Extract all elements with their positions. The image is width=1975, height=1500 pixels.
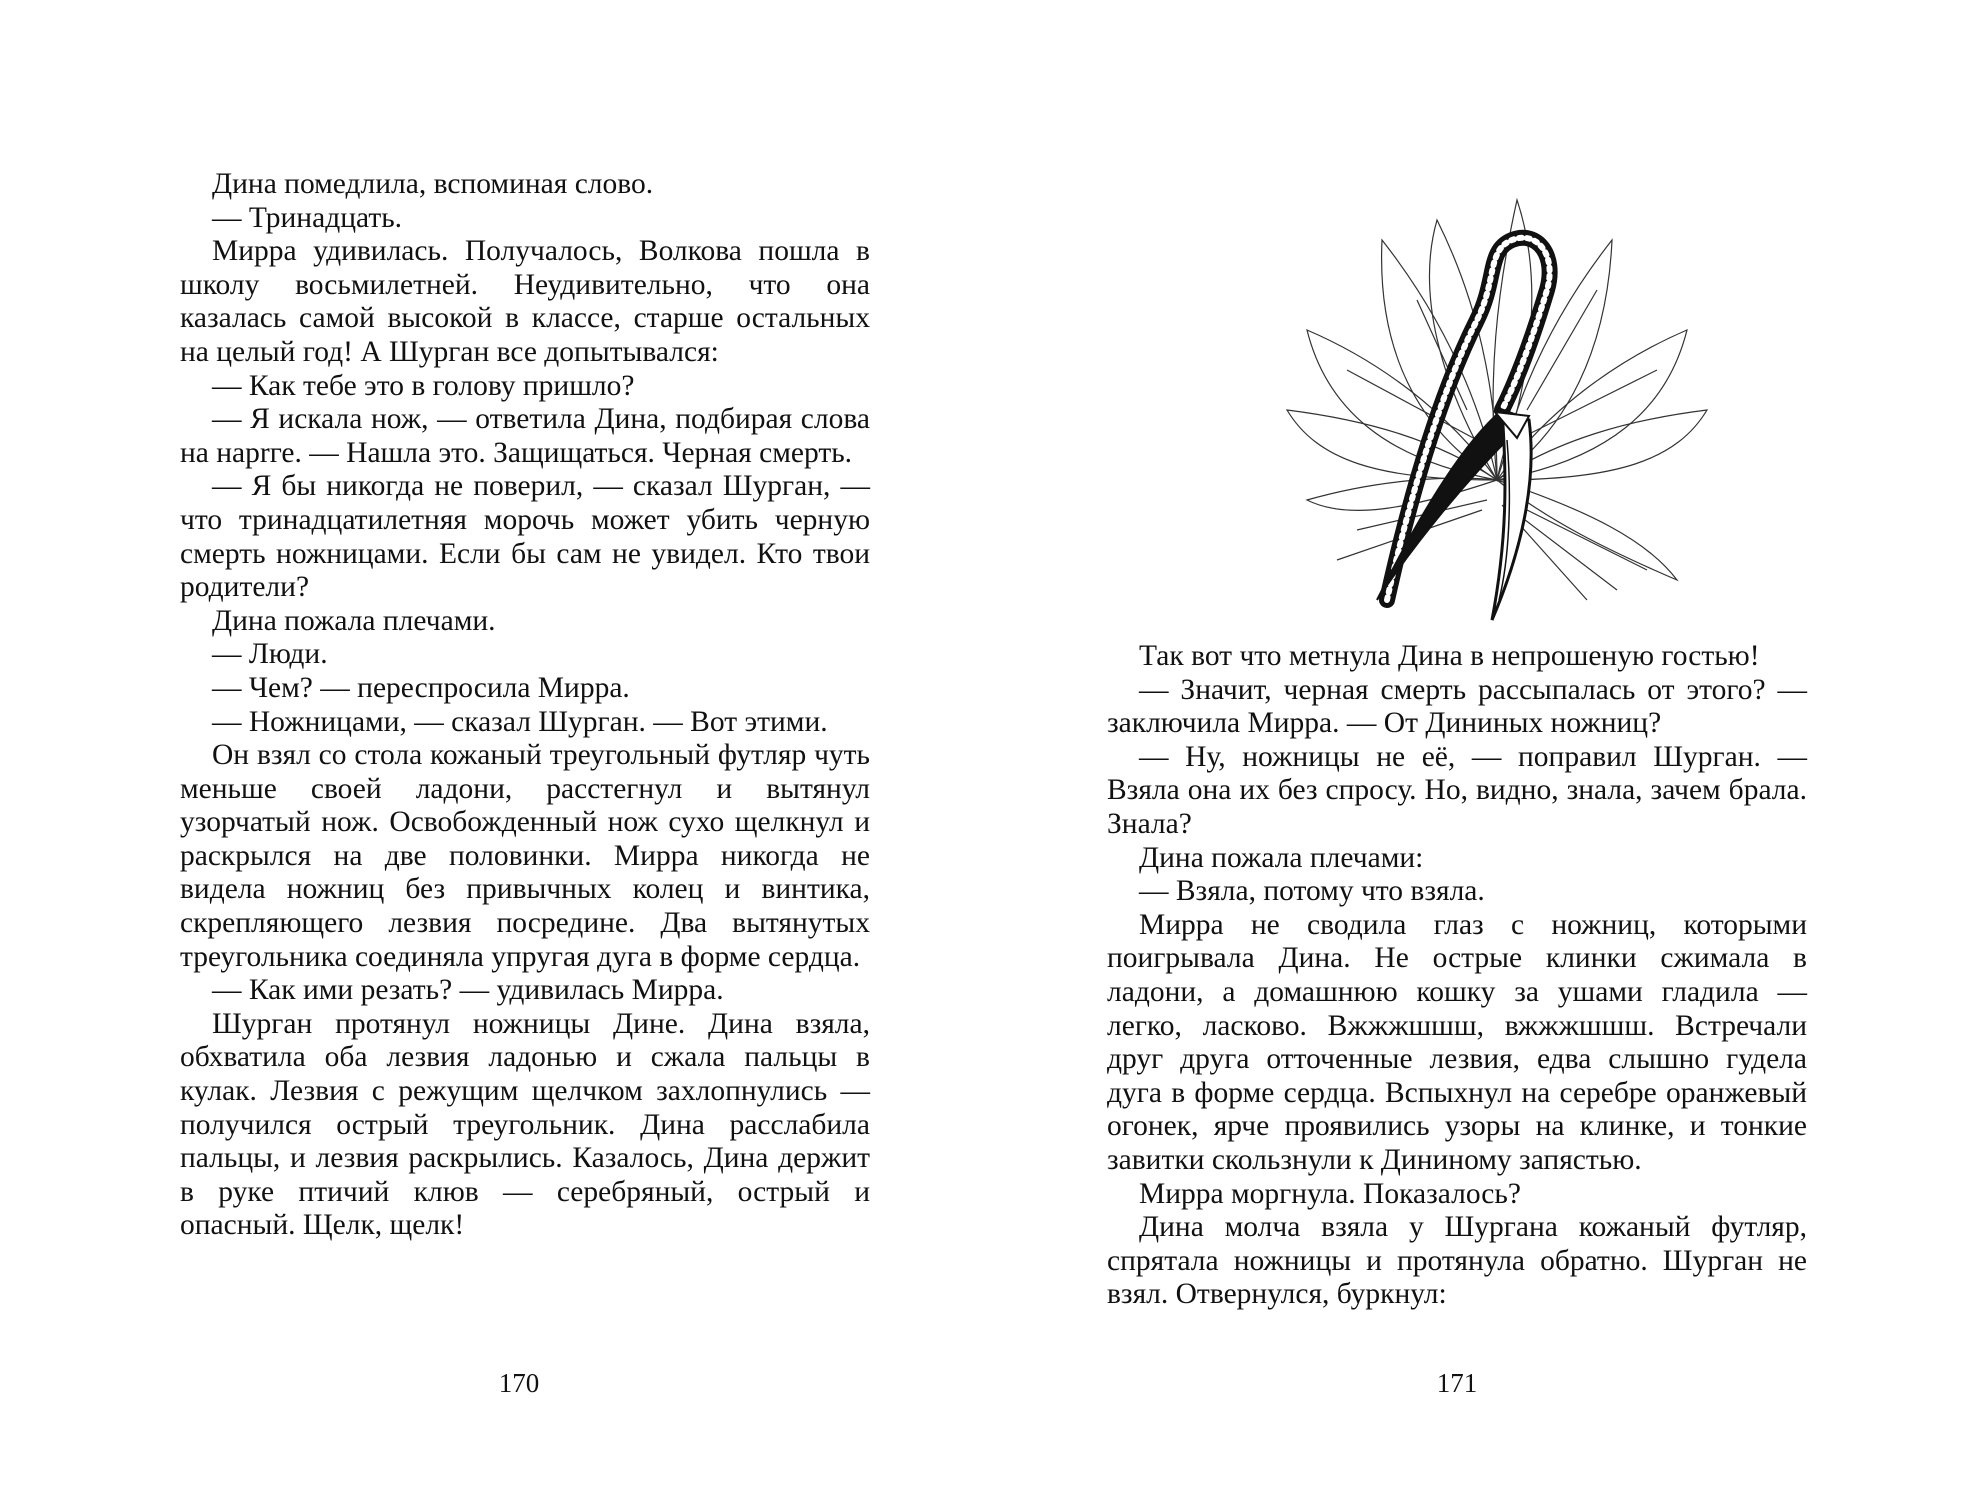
paragraph: Дина молча взяла у Шургана кожаный футляр, спрятала ножницы и протянула обратно. Шурган не взял. Отвернулся, буркнул: [1107,1211,1807,1311]
paragraph: Дина пожала плечами. [212,604,496,637]
paragraph: — Как тебе это в голову пришло? [212,369,635,402]
left-page [0,0,987,1500]
paragraph: Шурган протянул ножницы Дине. Дина взяла, обхватила оба лезвия ладонью и сжала пальцы в кулак. Лезвия с режущим щелчком захлопнулись — получился острый треугольник. Дина расслабила пальцы, и лезвия раскрылись. Казалось, Дина держит в руке птичий клюв — серебряный, острый и опасный. Щелк, щелк! [180,1007,870,1242]
right-page [987,0,1975,1500]
paragraph: Дина пожала плечами: [1139,841,1424,874]
paragraph: — Я бы никогда не поверил, — сказал Шурган, — что тринадцатилетняя морочь может убить черную смерть ножницами. Если бы сам не увидел. Кто твои родители? [180,470,870,604]
paragraph: Дина помедлила, вспоминая слово. [212,168,654,200]
paragraph: Мирра удивилась. Получалось, Волкова пошла в школу восьмилетней. Неудивительно, что она казалась самой высокой в классе, старше остальных на целый год! А Шурган все допытывался: [180,235,870,368]
left-page-text [180,168,870,1243]
page-number: 171 [1436,1368,1478,1398]
paragraph: Так вот что метнула Дина в непрошеную гостью! [1139,640,1760,672]
paragraph: — Тринадцать. [212,201,403,234]
paragraph: — Ножницами, — сказал Шурган. — Вот этими. [212,705,828,738]
paragraph: Мирра моргнула. Показалось? [1139,1177,1521,1210]
paragraph: Мирра не сводила глаз с ножниц, которыми поигрывала Дина. Не острые клинки сжимала в ладони, а домашнюю кошку за ушами гладила — легко, ласково. Вжжжшшш, вжжжшшш. Встречали друг друга отточенные лезвия, едва слышно гудела дуга в форме сердца. Вспыхнул на серебре оранжевый огонек, ярче проявились узоры на клинке, и тонкие завитки скользнули к Дининому запястью. [1107,908,1807,1176]
scissors-icon [1267,180,1727,640]
paragraph: — Взяла, потому что взяла. [1139,875,1485,908]
paragraph: Он взял со стола кожаный треугольный футляр чуть меньше своей ладони, расстегнул и вытянул узорчатый нож. Освобожденный нож сухо щелкнул и раскрылся на две половинки. Мирра никогда не видела ножниц без привычных колец и винтика, скрепляющего лезвия посредине. Два вытянутых треугольника соединяла упругая дуга в форме сердца. [180,739,870,973]
paragraph: — Ну, ножницы не её, — поправил Шурган. — Взяла она их без спросу. Но, видно, знала, зачем брала. Знала? [1107,740,1807,840]
paragraph: — Люди. [212,638,328,671]
paragraph: — Чем? — переспросила Мирра. [212,671,630,704]
right-page-text [1107,640,1807,1312]
scissors-illustration [1267,180,1727,640]
page-number: 170 [498,1368,540,1398]
paragraph: — Как ими резать? — удивилась Мирра. [212,974,724,1007]
paragraph: — Значит, черная смерть рассыпалась от этого? — заключила Мирра. — От Дининых ножниц? [1107,673,1807,740]
paragraph: — Я искала нож, — ответила Дина, подбирая слова на нарrге. — Нашла это. Защищаться. Черная смерть. [180,403,870,469]
